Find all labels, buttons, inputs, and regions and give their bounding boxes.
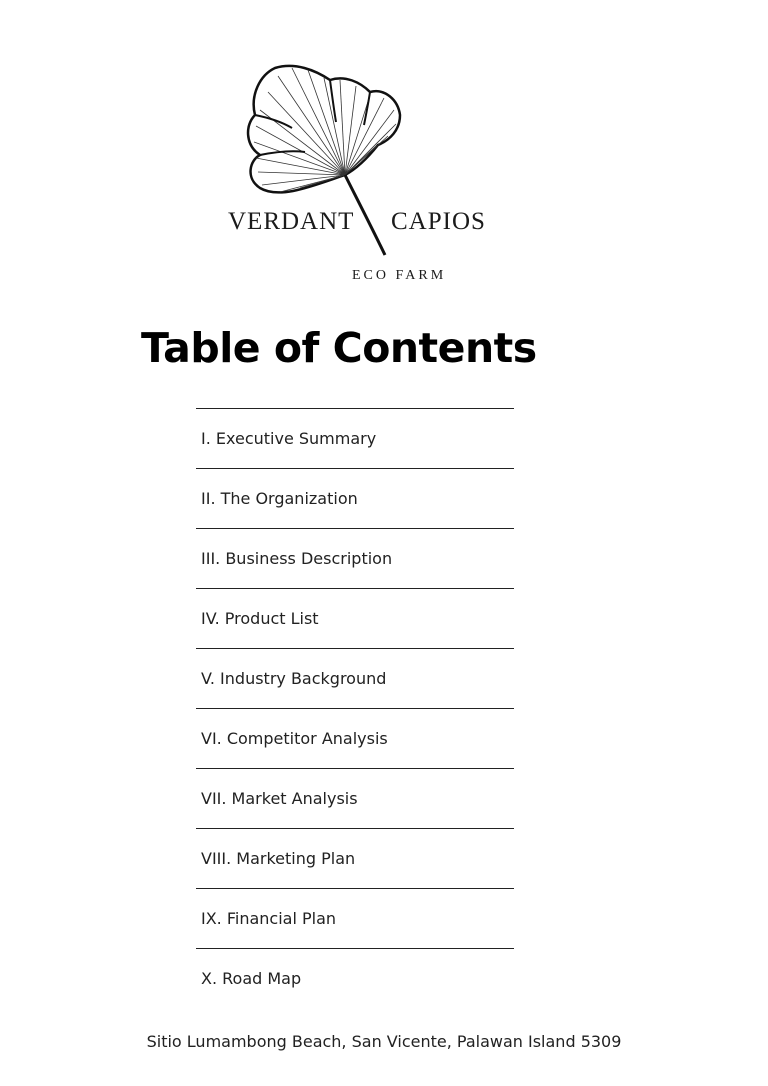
toc-item: V. Industry Background <box>201 669 387 688</box>
ginkgo-leaf-icon <box>220 60 500 290</box>
page-title: Table of Contents <box>141 324 537 372</box>
toc-item: II. The Organization <box>201 489 358 508</box>
toc-item: VIII. Marketing Plan <box>201 849 356 868</box>
table-of-contents <box>196 408 514 1008</box>
footer-address: Sitio Lumambong Beach, San Vicente, Palawan Island 5309 <box>146 1032 622 1051</box>
toc-item: VI. Competitor Analysis <box>201 729 388 748</box>
toc-item: IV. Product List <box>201 609 319 628</box>
brand-subtitle: ECO FARM <box>352 268 447 283</box>
toc-item: VII. Market Analysis <box>201 789 358 808</box>
brand-name-right: CAPIOS <box>391 208 486 235</box>
brand-name-left: VERDANT <box>228 208 355 235</box>
toc-item: I. Executive Summary <box>201 429 377 448</box>
toc-item: III. Business Description <box>201 549 393 568</box>
toc-item: IX. Financial Plan <box>201 909 337 928</box>
toc-item: X. Road Map <box>201 969 302 988</box>
